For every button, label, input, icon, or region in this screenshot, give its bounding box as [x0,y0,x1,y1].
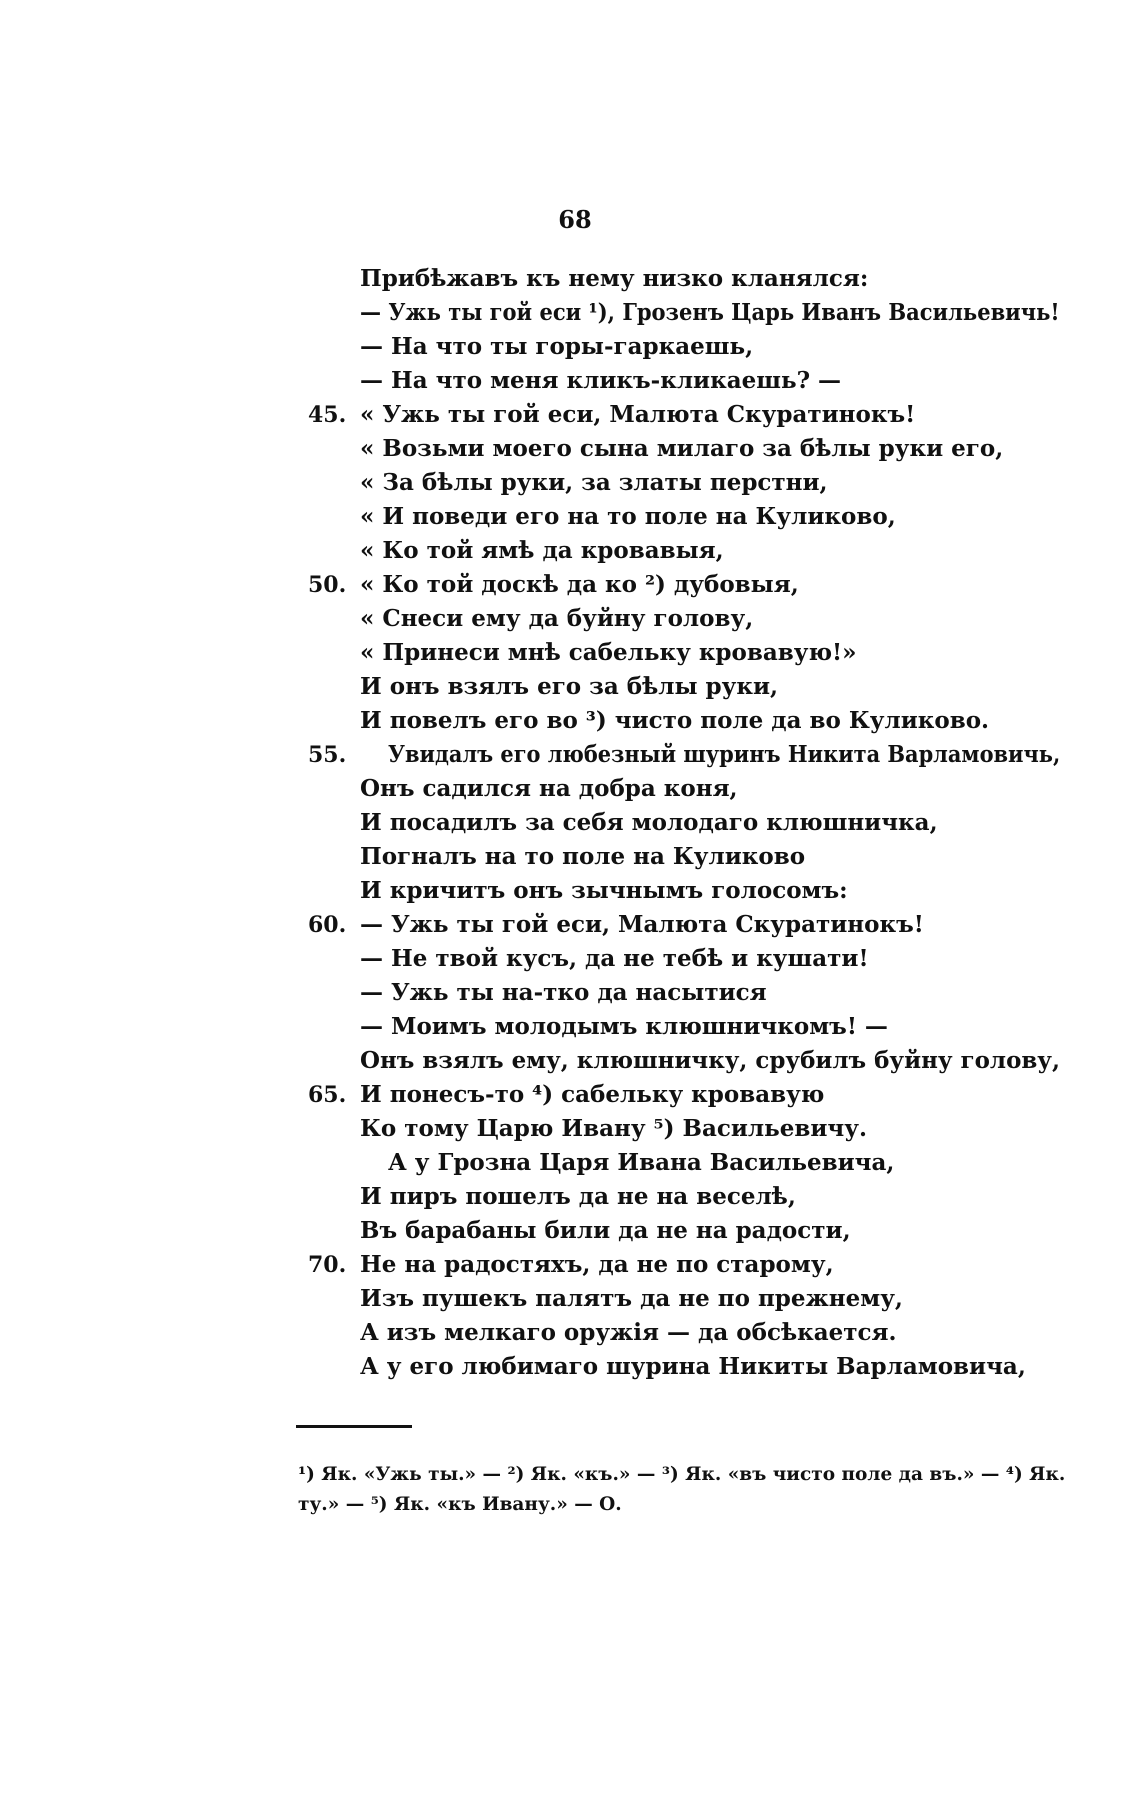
poem-line [0,976,1140,1010]
line-text: А у Грозна Царя Ивана Васильевича, [388,1149,895,1176]
poem-line [0,1180,1140,1214]
poem-line [0,840,1140,874]
line-number: 55. [308,742,347,768]
poem-line [0,636,1140,670]
line-text: — Моимъ молодымъ клюшничкомъ! — [360,1013,888,1040]
poem-text [0,262,1140,1384]
poem-line [0,942,1140,976]
poem-line [0,874,1140,908]
line-number: 45. [308,402,347,428]
line-text: — Ужь ты гой еси, Малюта Скуратинокъ! [360,911,924,938]
line-text: И пиръ пошелъ да не на веселѣ, [360,1183,796,1210]
poem-line [0,1010,1140,1044]
poem-line [0,500,1140,534]
line-text: И кричитъ онъ зычнымъ голосомъ: [360,877,848,904]
footnote-line-2: ту.» — ⁵) Як. «къ Ивану.» — О. [298,1494,622,1515]
line-text: Погналъ на то поле на Куликово [360,843,806,870]
poem-line [0,1044,1140,1078]
line-text: « Ко той ямѣ да кровавыя, [360,537,724,564]
poem-line [0,1316,1140,1350]
line-text: Онъ взялъ ему, клюшничку, срубилъ буйну голову, [360,1047,1060,1074]
poem-line [0,1146,1140,1180]
line-text: Ко тому Царю Ивану ⁵) Васильевичу. [360,1115,867,1142]
line-text: Не на радостяхъ, да не по старому, [360,1251,834,1278]
footnote-divider [296,1425,412,1428]
line-text: И повелъ его во ³) чисто поле да во Куликово. [360,707,990,734]
line-text: « И поведи его на то поле на Куликово, [360,503,896,530]
line-text: « Возьми моего сына милаго за бѣлы руки его, [360,435,1004,462]
poem-line [0,670,1140,704]
line-text: « Ужь ты гой еси, Малюта Скуратинокъ! [360,401,916,428]
poem-line [0,466,1140,500]
poem-line [0,772,1140,806]
poem-line [0,806,1140,840]
poem-line [0,364,1140,398]
poem-line [0,908,1140,942]
line-text: — На что меня кликъ-кликаешь? — [360,367,842,394]
line-text: Въ барабаны били да не на радости, [360,1217,851,1244]
poem-line [0,568,1140,602]
line-text: « Принеси мнѣ сабельку кровавую!» [360,639,857,666]
line-number: 60. [308,912,347,938]
poem-line [0,1282,1140,1316]
line-text: Увидалъ его любезный шуринъ Никита Варламовичь, [388,741,1061,768]
line-number: 65. [308,1082,347,1108]
page-number: 68 [558,205,592,234]
poem-line [0,738,1140,772]
poem-line [0,330,1140,364]
poem-line [0,262,1140,296]
poem-line [0,1248,1140,1282]
line-text: И онъ взялъ его за бѣлы руки, [360,673,779,700]
poem-line [0,1214,1140,1248]
line-text: — На что ты горы-гаркаешь, [360,333,754,360]
footnotes [298,1460,1066,1520]
poem-line [0,534,1140,568]
line-text: Онъ садился на добра коня, [360,775,738,802]
poem-line [0,1078,1140,1112]
poem-line [0,398,1140,432]
line-text: — Ужь ты гой еси ¹), Грозенъ Царь Иванъ Васильевичь! [360,299,1060,326]
line-text: — Ужь ты на-тко да насытися [360,979,767,1006]
poem-line [0,1112,1140,1146]
line-text: — Не твой кусъ, да не тебѣ и кушати! [360,945,869,972]
poem-line [0,704,1140,738]
line-text: Прибѣжавъ къ нему низко кланялся: [360,265,869,292]
line-text: И посадилъ за себя молодаго клюшничка, [360,809,938,836]
poem-line [0,432,1140,466]
poem-line [0,602,1140,636]
line-text: « Снеси ему да буйну голову, [360,605,754,632]
line-text: А изъ мелкаго оружія — да обсѣкается. [360,1319,897,1346]
poem-line [0,1350,1140,1384]
line-text: Изъ пушекъ палятъ да не по прежнему, [360,1285,903,1312]
line-text: « За бѣлы руки, за златы перстни, [360,469,828,496]
footnote-line-1: ¹) Як. «Ужь ты.» — ²) Як. «къ.» — ³) Як. «въ чисто поле да въ.» — ⁴) Як. [298,1464,1066,1485]
poem-line [0,296,1140,330]
line-text: И понесъ-то ⁴) сабельку кровавую [360,1081,825,1108]
line-text: « Ко той доскѣ да ко ²) дубовыя, [360,571,799,598]
line-text: А у его любимаго шурина Никиты Варламовича, [360,1353,1026,1380]
line-number: 70. [308,1252,347,1278]
line-number: 50. [308,572,347,598]
